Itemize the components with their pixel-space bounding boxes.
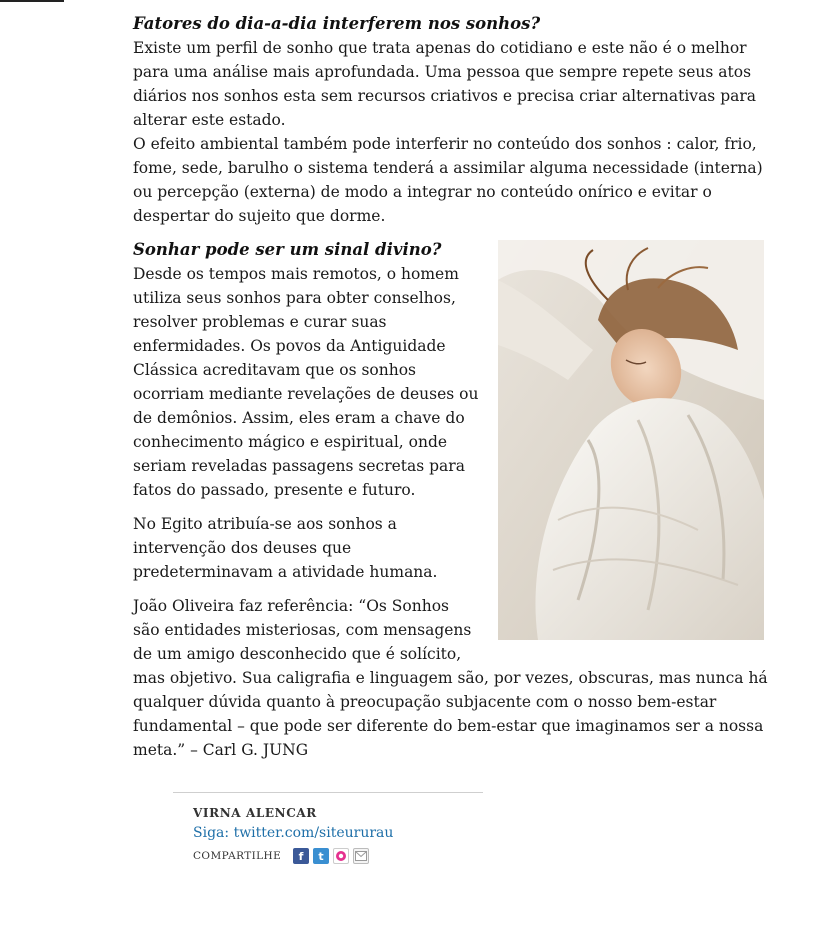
footer-divider [173,792,483,793]
paragraph: Desde os tempos mais remotos, o homem utiliza seus sonhos para obter conselhos, resolver problemas e curar suas enfermidades. Os povos da Antiguidade Clássica acreditavam que os sonhos ocorriam mediante revelações de deuses ou de demônios. Assim, eles eram a chave do conhecimento mágico e espiritual, onde seriam reveladas passagens secretas para fatos do passado, presente e futuro. [133,265,479,499]
article-body [133,12,773,762]
paragraph: O efeito ambiental também pode interferir no conteúdo dos sonhos : calor, frio, fome, sede, barulho o sistema tenderá a assimilar alguma necessidade (interna) ou percepção (externa) de modo a integrar no conteúdo onírico e evitar o despertar do sujeito que dorme. [133,135,763,225]
section-everyday-factors [133,12,773,228]
photo-illustration [498,240,764,640]
author-name: VIRNA ALENCAR [193,806,317,820]
section-divine-sign [133,238,773,762]
paragraph: No Egito atribuía-se aos sonhos a intervenção dos deuses que predeterminavam a atividade humana. [133,515,438,581]
facebook-icon[interactable]: f [293,848,309,864]
share-bar [193,848,373,864]
paragraph: Existe um perfil de sonho que trata apenas do cotidiano e este não é o melhor para uma análise mais aprofundada. Uma pessoa que sempre repete seus atos diários nos sonhos esta sem recursos criativos e precisa criar alternativas para alterar este estado. [133,39,757,129]
twitter-link[interactable]: twitter.com/siteururau [233,825,394,841]
follow-line: Siga: twitter.com/siteururau [193,825,394,841]
sleeping-woman-photo [498,240,764,640]
share-label: COMPARTILHE [193,850,282,862]
section-heading: Sonhar pode ser um sinal divino? [133,240,442,259]
email-icon[interactable] [353,848,369,864]
twitter-icon[interactable]: t [313,848,329,864]
top-rule [0,0,64,2]
quote-paragraph: João Oliveira faz referência: “Os Sonhos são entidades misteriosas, com mensagens de um amigo desconhecido que é solícito, mas objetivo. Sua caligrafia e linguagem são, por vezes, obscuras, mas nunca há qualquer dúvida quanto à preocupação subjacente com o nosso bem-estar fundamental – que pode ser diferente do bem-estar que imaginamos ser a nossa meta.” – Carl G. JUNG [133,597,768,759]
section-heading: Fatores do dia-a-dia interferem nos sonhos? [133,14,541,33]
follow-label: Siga [193,825,225,841]
orkut-icon[interactable] [333,848,349,864]
